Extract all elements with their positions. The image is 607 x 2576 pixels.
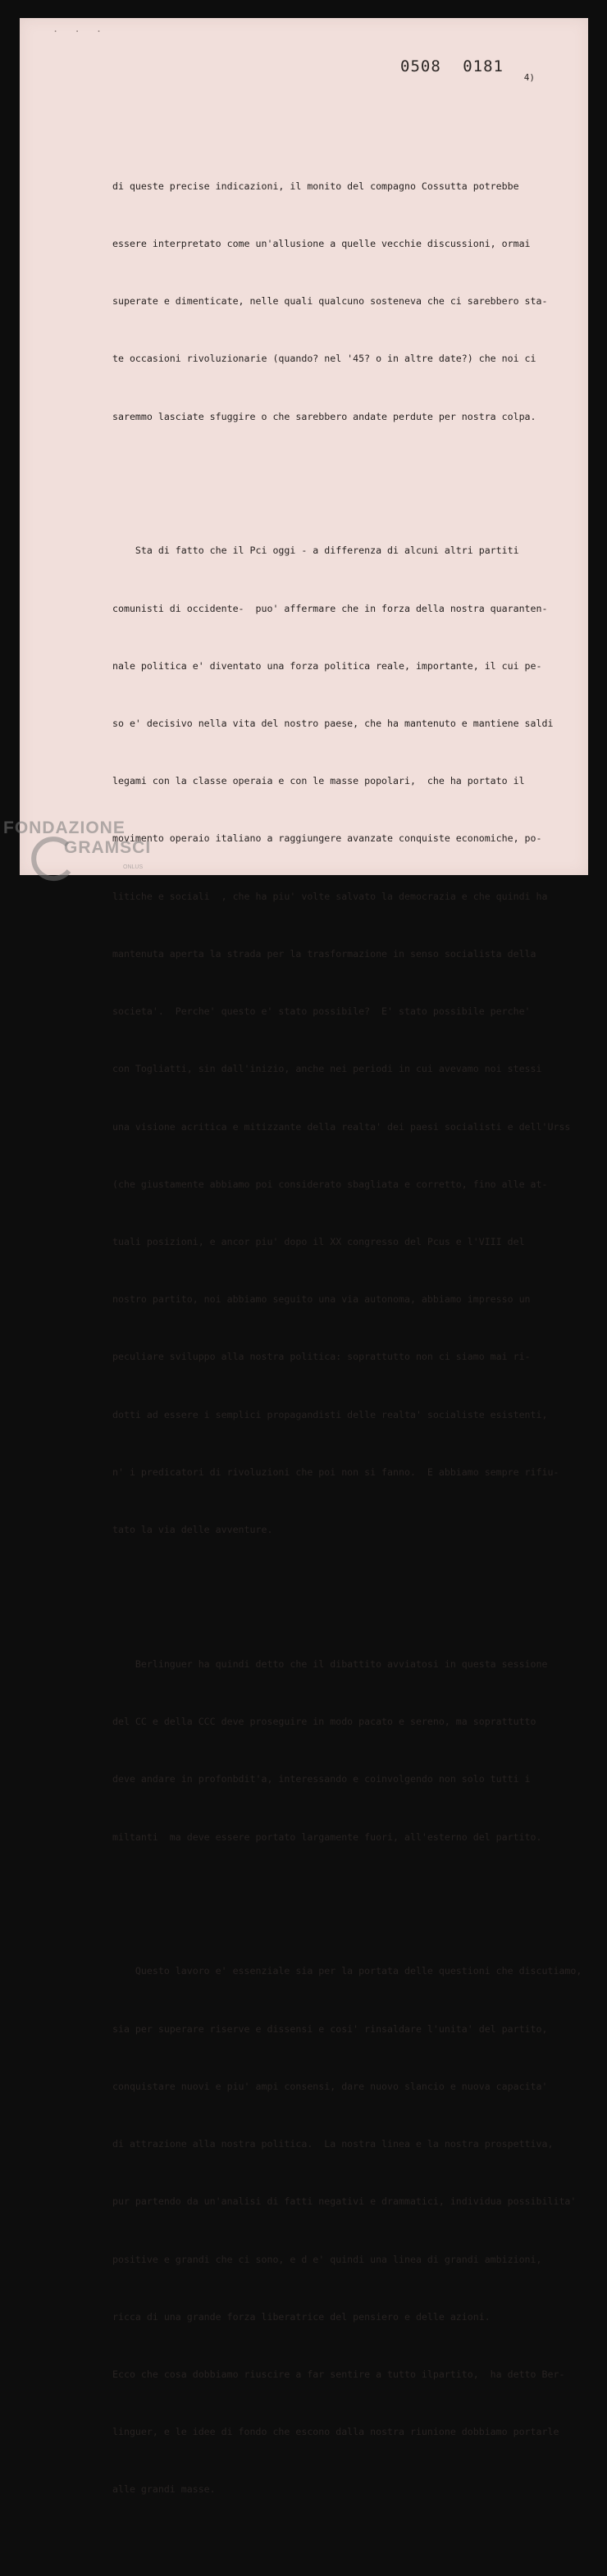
- text-line: superate e dimenticate, nelle quali qualcuno sosteneva che ci sarebbero sta-: [112, 295, 548, 308]
- text-line: pur partendo da un'analisi di fatti negativi e drammatici, individua possibilita': [112, 2195, 577, 2208]
- text-line: conquistare nuovi e piu' ampi consensi, dare nuovo slancio e nuova capacita': [112, 2080, 548, 2092]
- paragraph-4: [112, 1924, 580, 2538]
- text-line: di attrazione alla nostra politica. La nostra linea e la nostra prospettiva,: [112, 2138, 554, 2150]
- text-line: ricca di una grande forza liberatrice del pensiero e delle azioni.: [112, 2310, 491, 2323]
- text-line: peculiare sviluppo alla nostra politica: soprattutto non ci siamo mai ri-: [112, 1351, 531, 1363]
- body-text: [112, 100, 580, 2576]
- text-line: con Togliatti, sin dall'inizio, anche nei periodi in cui avevamo noi stessi: [112, 1063, 542, 1075]
- watermark-line1: FONDAZIONE: [3, 818, 126, 837]
- text-line: positive e grandi che ci sono, e d e' quindi una linea di grandi ambizioni,: [112, 2253, 542, 2265]
- watermark-sub: ONLUS: [123, 864, 144, 870]
- text-line: tuali posizioni, e ancor piu' dopo il XX congresso del Pcus e l'VIII del: [112, 1235, 525, 1247]
- text-line: movimento operaio italiano a raggiungere avanzate conquiste economiche, po-: [112, 832, 542, 845]
- document-page: [20, 18, 588, 2496]
- text-line: essere interpretato come un'allusione a quelle vecchie discussioni, ormai: [112, 237, 531, 249]
- text-line: Ecco che cosa dobbiamo riuscire a far sentire a tutto ilpartito, ha detto Ber-: [112, 2368, 565, 2380]
- text-line: linguer, e le idee di fondo che escono dalla nostra riunione dobbiamo portarle: [112, 2426, 559, 2438]
- text-line: litiche e sociali , che ha piu' volte salvato la democrazia e che quindi ha: [112, 890, 548, 902]
- text-line: di queste precise indicazioni, il monito del compagno Cossutta potrebbe: [112, 180, 519, 192]
- paragraph-3: [112, 1616, 580, 1885]
- text-line: so e' decisivo nella vita del nostro paese, che ha mantenuto e mantiene saldi: [112, 718, 554, 729]
- text-line: n' i predicatori di rivoluzioni che poi non si fanno. E abbiamo sempre rifiu-: [112, 1466, 559, 1478]
- corner-mark: . . .: [52, 23, 107, 34]
- text-line: comunisti di occidente- puo' affermare che in forza della nostra quaranten-: [112, 602, 548, 614]
- text-line: Questo lavoro e' essenziale sia per la portata delle questioni che discutiamo,: [112, 1965, 582, 1977]
- archive-number: 0508 0181: [400, 57, 504, 75]
- text-line: del CC e della CCC deve proseguire in modo pacato e sereno, ma soprattutto: [112, 1716, 536, 1728]
- watermark-line2: GRAMSCI: [64, 838, 152, 857]
- text-line: Berlinguer ha quindi detto che il dibattito avviatosi in questa sessione: [112, 1657, 548, 1670]
- paragraph-2: [112, 504, 580, 1579]
- text-line: una visione acritica e mitizzante della realta' dei paesi socialisti e dell'Urss: [112, 1120, 571, 1133]
- text-line: deve andare in profonbdit'a, interessando e coinvolgendo non solo tutti i: [112, 1773, 531, 1785]
- paragraph-1: [112, 139, 580, 465]
- text-line: legami con la classe operaia e con le masse popolari, che ha portato il: [112, 775, 525, 787]
- text-line: dotti ad essere i semplici propagandisti delle realta' socialiste esistenti,: [112, 1408, 548, 1420]
- text-line: (che giustamente abbiamo poi considerato sbagliata e corretto, fino alle at-: [112, 1178, 548, 1190]
- text-line: Sta di fatto che il Pci oggi - a differenza di alcuni altri partiti: [112, 545, 519, 557]
- text-line: alle grandi masse.: [112, 2483, 216, 2496]
- text-line: societa'. Perche' questo e' stato possibile? E' stato possibile perche': [112, 1005, 531, 1018]
- page-number: 4): [523, 72, 535, 83]
- text-line: saremmo lasciate sfuggire o che sarebbero andate perdute per nostra colpa.: [112, 410, 536, 422]
- text-line: te occasioni rivoluzionarie (quando? nel '45? o in altre date?) che noi ci: [112, 353, 536, 365]
- text-line: sia per superare riserve e dissensi e cosi' rinsaldare l'unita' del partito,: [112, 2022, 548, 2035]
- text-line: nale politica e' diventato una forza politica reale, importante, il cui pe-: [112, 659, 542, 672]
- fondazione-gramsci-watermark: [3, 818, 159, 884]
- text-line: nostro partito, noi abbiamo seguito una via autonoma, abbiamo impresso un: [112, 1293, 531, 1306]
- text-line: tato la via delle avventure.: [112, 1524, 273, 1536]
- text-line: miltanti ma deve essere portato largamente fuori, all'esterno del partito.: [112, 1831, 542, 1843]
- text-line: mantenuta aperta la strada per la trasformazione in senso socialista della: [112, 947, 536, 960]
